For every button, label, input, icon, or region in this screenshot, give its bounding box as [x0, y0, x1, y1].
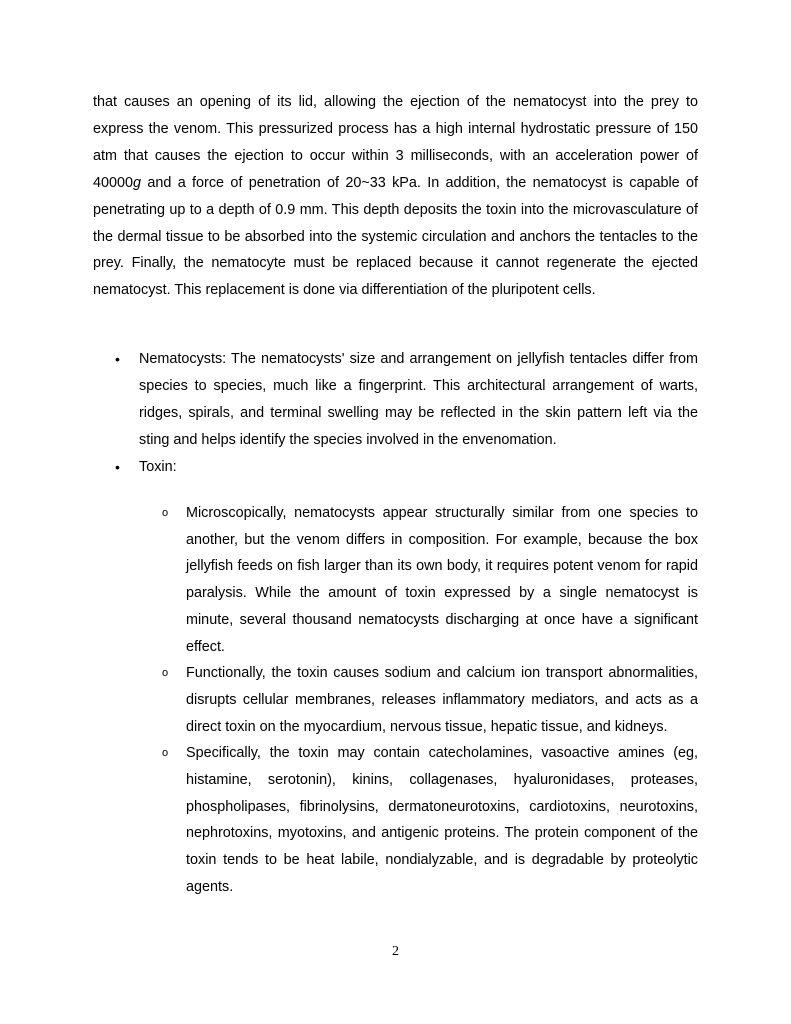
bullet-text: Nematocysts: The nematocysts' size and arrangement on jellyfish tentacles differ from species to species, much like a fingerprint. This architectural arrangement of warts, ridges, spirals, and terminal swelling may be reflected in the skin pattern left via the sting and helps identify the species involved in the envenomation.	[139, 351, 698, 448]
sub-bullet-text: Microscopically, nematocysts appear structurally similar from one species to another, but the venom differs in composition. For example, because the box jellyfish feeds on fish larger than its own body, it requires potent venom for rapid paralysis. While the amount of toxin expressed by a single nematocyst is minute, several thousand nematocysts discharging at once have a significant effect.	[186, 505, 698, 655]
bullet-text: Toxin:	[139, 458, 177, 475]
sub-bullet-marker: o	[162, 507, 169, 519]
bullet-item-toxin	[0, 454, 791, 481]
body-paragraph	[93, 89, 698, 304]
bullet-list	[0, 346, 791, 481]
page-number: 2	[392, 944, 399, 959]
bullet-marker: •	[115, 458, 120, 475]
sub-bullet-text: Specifically, the toxin may contain catecholamines, vasoactive amines (eg, histamine, serotonin), kinins, collagenases, hyaluronidases, proteases, phospholipases, fibrinolysins, dermatoneurotoxins, cardiotoxins, neurotoxins, nephrotoxins, myotoxins, and antigenic proteins. The protein component of the toxin tends to be heat labile, nondialyzable, and is degradable by proteolytic agents.	[186, 745, 698, 895]
sub-bullet-item-microscopically	[0, 500, 791, 660]
sub-bullet-text: Functionally, the toxin causes sodium and calcium ion transport abnormalities, disrupts cellular membranes, releases inflammatory mediators, and acts as a direct toxin on the myocardium, nervous tissue, hepatic tissue, and kidneys.	[186, 665, 698, 735]
sub-bullet-item-functionally	[0, 660, 791, 740]
sub-bullet-marker: o	[162, 667, 169, 680]
sub-bullet-list	[0, 500, 791, 901]
sub-bullet-item-specifically	[0, 740, 791, 900]
paragraph-text-part-2: and a force of penetration of 20~33 kPa. In addition, the nematocyst is capable of penetrating up to a depth of 0.9 mm. This depth deposits the toxin into the microvasculature of the dermal tissue to be absorbed into the systemic circulation and anchors the tentacles to the prey. Finally, the nematocyte must be replaced because it cannot regenerate the ejected nematocyst. This replacement is done via differentiation of the pluripotent cells.	[93, 174, 698, 299]
sub-bullet-marker: o	[162, 747, 169, 760]
bullet-item-nematocysts	[0, 346, 791, 454]
bullet-marker: •	[115, 351, 120, 367]
gravity-unit-g: g	[133, 174, 142, 191]
paragraph-text-part-1: that causes an opening of its lid, allowing the ejection of the nematocyst into the prey to express the venom. This pressurized process has a high internal hydrostatic pressure of 150 atm that causes the ejection to occur within 3 milliseconds, with an acceleration power of 40000	[93, 94, 698, 191]
